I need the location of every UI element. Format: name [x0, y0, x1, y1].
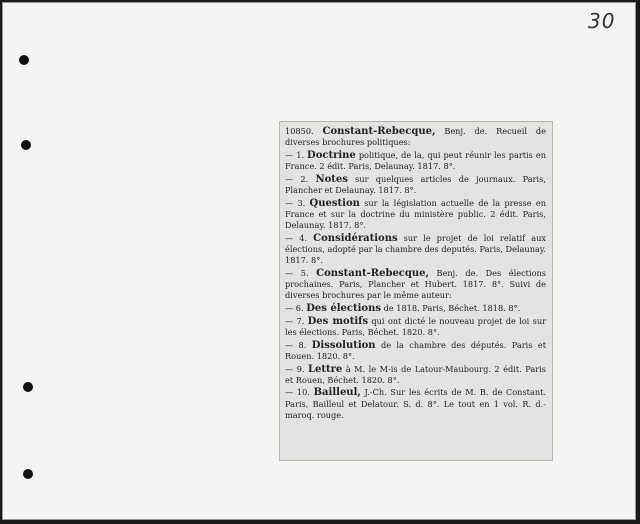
punch-hole — [23, 382, 33, 392]
entry-title: Dissolution — [311, 339, 376, 351]
punch-hole — [21, 140, 31, 150]
catalog-entry: — 5. Constant-Rebecque, Benj. de. Des élections prochaines. Paris, Plancher et Hubert. 1817. 8°. Suivi de diverses brochures par le même auteur: — [285, 267, 546, 301]
entry-title: Considérations — [313, 232, 398, 244]
entry-title: Lettre — [308, 363, 343, 375]
catalog-clipping — [279, 121, 553, 461]
punch-hole — [23, 469, 33, 479]
scanned-page — [2, 2, 636, 520]
catalog-entry: — 4. Considérations sur le projet de loi relatif aux élections, adopté par la chambre des deputés. Paris, Delaunay. 1817. 8°. — [285, 232, 546, 266]
punch-hole — [19, 55, 29, 65]
catalog-entry: — 7. Des motifs qui ont dicté le nouveau projet de loi sur les élections. Paris, Béchet. 1820. 8°. — [285, 315, 546, 337]
entry-title: Doctrine — [307, 149, 356, 161]
entry-title: Notes — [315, 173, 348, 185]
entry-title: Des élections — [306, 303, 381, 315]
entry-title: Constant-Rebecque, — [316, 267, 429, 279]
catalog-entry: — 1. Doctrine politique, de la, qui peut réunir les partis en France. 2 édit. Paris, Delaunay. 1817. 8°. — [285, 149, 546, 172]
entry-title: Constant-Rebecque, — [322, 126, 436, 137]
catalog-entry: — 3. Question sur la législation actuelle de la presse en France et sur la doctrine du ministère public. 2 édit. Paris, Delaunay. 1817. 8°. — [285, 197, 546, 231]
catalog-entry: — 9. Lettre à M. le M-is de Latour-Maubourg. 2 édit. Paris et Rouen, Béchet. 1820. 8°. — [285, 363, 546, 385]
catalog-entry: — 8. Dissolution de la chambre des députés. Paris et Rouen. 1820. 8°. — [285, 339, 546, 361]
entry-title: Des motifs — [307, 315, 369, 327]
catalog-entry: 10850. Constant-Rebecque, Benj. de. Recueil de diverses brochures politiques: — [285, 126, 546, 148]
entry-title: Bailleul, — [313, 387, 361, 399]
folio-number: 30 — [588, 9, 616, 33]
catalog-entry: — 10. Bailleul, J.-Ch. Sur les écrits de M. B. de Constant. Paris, Bailleul et Delatour. S. d. 8°. Le tout en 1 vol. R. d.-maroq. rouge. — [285, 387, 546, 420]
entry-title: Question — [309, 197, 360, 209]
catalog-entry: — 2. Notes sur quelques articles de journaux. Paris, Plancher et Delaunay. 1817. 8°. — [285, 173, 546, 196]
catalog-entry: — 6. Des élections de 1818. Paris, Béchet. 1818. 8°. — [285, 303, 521, 315]
